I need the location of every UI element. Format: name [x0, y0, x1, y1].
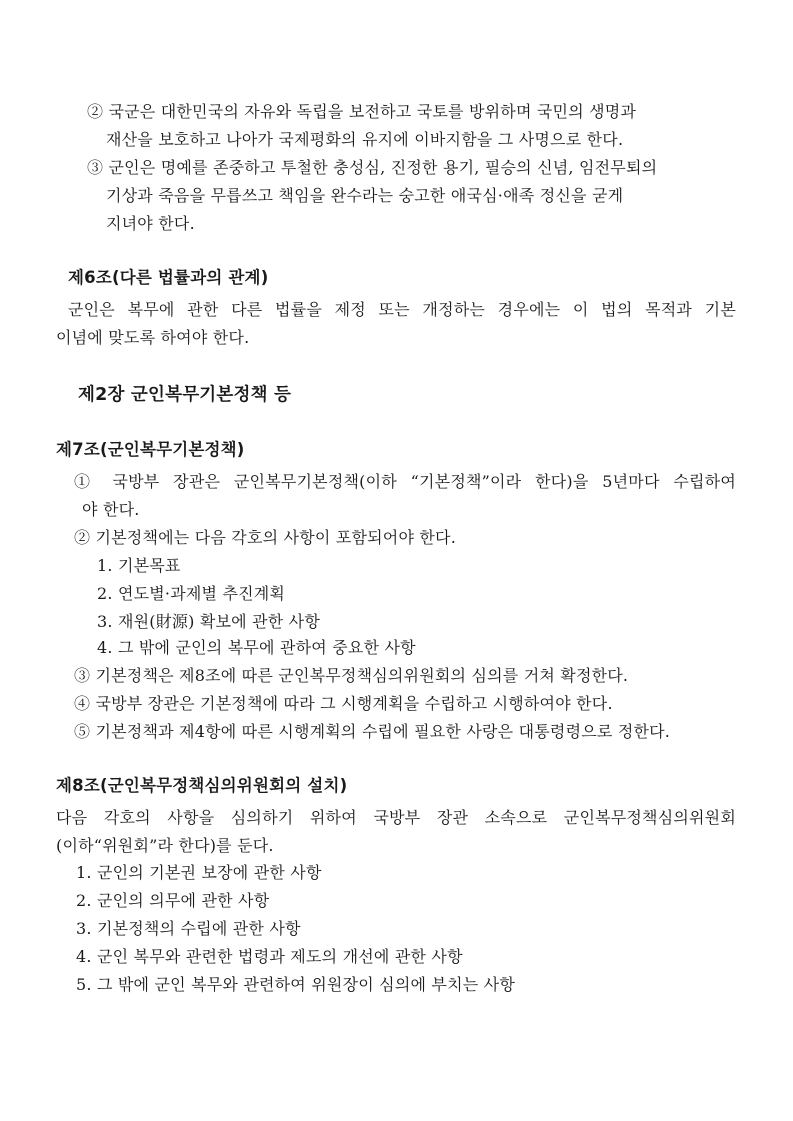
article-7-paragraph-3: ③ 기본정책은 제8조에 따른 군인복무정책심의위원회의 심의를 거쳐 확정한다.	[74, 666, 629, 685]
article-7-item: 2. 연도별·과제별 추진계획	[97, 584, 286, 603]
article-8-item: 1. 군인의 기본권 보장에 관한 사항	[76, 863, 322, 882]
paragraph-2-line-2: 재산을 보호하고 나아가 국제평화의 유지에 이바지함을 그 사명으로 한다.	[106, 130, 624, 149]
article-7-paragraph-4: ④ 국방부 장관은 기본정책에 따라 그 시행계획을 수립하고 시행하여야 한다.	[74, 694, 613, 713]
article-7-heading: 제7조(군인복무기본정책)	[56, 440, 245, 459]
article-7-item: 1. 기본목표	[97, 556, 181, 575]
article-8-item: 5. 그 밖에 군인 복무와 관련하여 위원장이 심의에 부치는 사항	[76, 975, 515, 994]
article-8-heading: 제8조(군인복무정책심의위원회의 설치)	[56, 776, 348, 795]
article-7-item: 3. 재원(財源) 확보에 관한 사항	[97, 612, 320, 631]
article-6-line-2: 이념에 맞도록 하여야 한다.	[56, 328, 250, 347]
article-8-line-1: 다음 각호의 사항을 심의하기 위하여 국방부 장관 소속으로 군인복무정책심의위원회	[56, 808, 736, 827]
article-7-paragraph-2: ② 기본정책에는 다음 각호의 사항이 포함되어야 한다.	[74, 528, 456, 547]
article-7-item: 4. 그 밖에 군인의 복무에 관하여 중요한 사항	[97, 638, 416, 657]
article-8-item: 3. 기본정책의 수립에 관한 사항	[76, 919, 301, 938]
article-8-item: 2. 군인의 의무에 관한 사항	[76, 891, 270, 910]
chapter-2-title: 제2장 군인복무기본정책 등	[78, 385, 292, 405]
paragraph-3-line-3: 지녀야 한다.	[106, 214, 195, 233]
paragraph-3-line-1: ③ 군인은 명예를 존중하고 투철한 충성심, 진정한 용기, 필승의 신념, 임전무퇴의	[87, 158, 658, 177]
article-6-line-1: 군인은 복무에 관한 다른 법률을 제정 또는 개정하는 경우에는 이 법의 목적과 기본	[68, 300, 736, 319]
paragraph-2-line-1: ② 국군은 대한민국의 자유와 독립을 보전하고 국토를 방위하며 국민의 생명과	[87, 102, 637, 121]
article-8-line-2: (이하“위원회”라 한다)를 둔다.	[56, 836, 274, 855]
paragraph-3-line-2: 기상과 죽음을 무릅쓰고 책임을 완수라는 숭고한 애국심·애족 정신을 굳게	[106, 186, 624, 205]
article-8-item: 4. 군인 복무와 관련한 법령과 제도의 개선에 관한 사항	[76, 947, 463, 966]
article-7-paragraph-1-line-1: ① 국방부 장관은 군인복무기본정책(이하 “기본정책”이라 한다)을 5년마다 수립하여	[74, 472, 736, 491]
article-6-heading: 제6조(다른 법률과의 관계)	[68, 268, 269, 287]
article-7-paragraph-5: ⑤ 기본정책과 제4항에 따른 시행계획의 수립에 필요한 사랑은 대통령령으로 정한다.	[74, 722, 671, 741]
article-7-paragraph-1-line-2: 야 한다.	[82, 500, 140, 519]
